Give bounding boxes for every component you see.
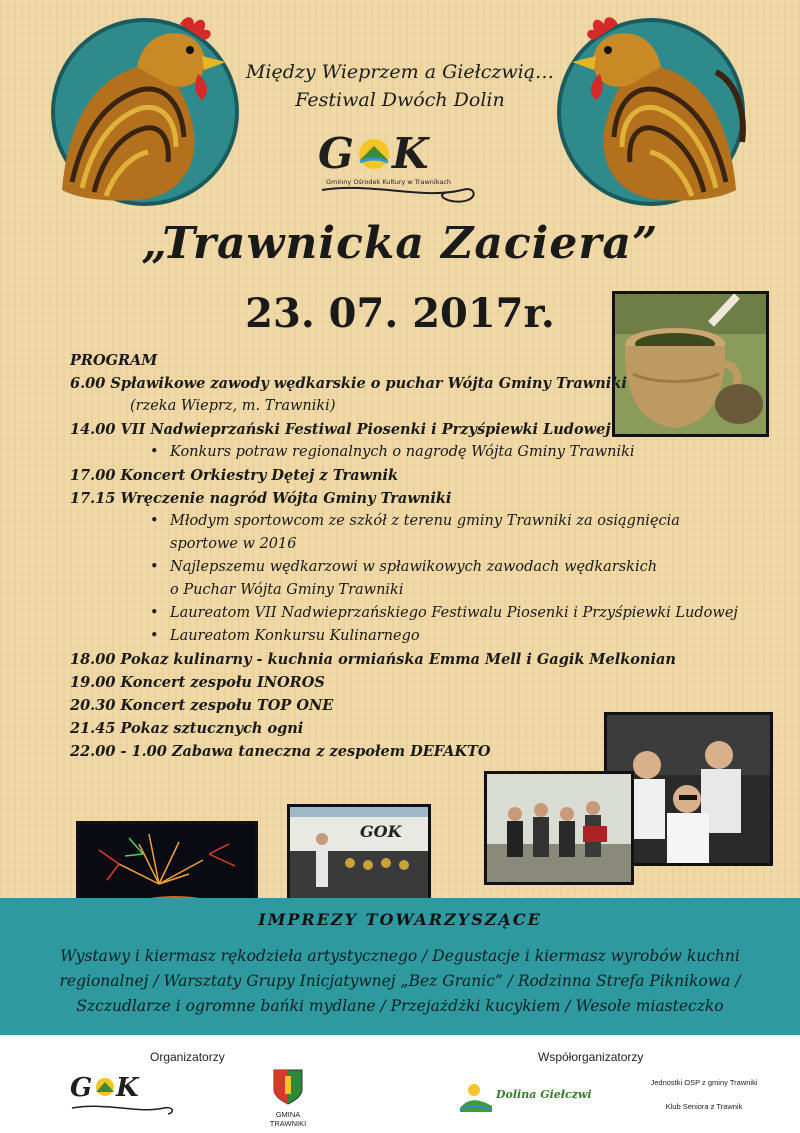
program-bullet-athletes-cont: sportowe w 2016 <box>170 536 297 552</box>
accompanying-line-1: Wystawy i kiermasz rękodzieła artystycznego / Degustacje i kiermasz wyrobów kuchni <box>60 947 740 965</box>
program-item-1715: 17.15 Wręczenie nagród Wójta Gminy Trawniki <box>70 490 452 507</box>
program-heading: PROGRAM <box>70 352 158 369</box>
svg-text:G: G <box>70 1073 93 1103</box>
bullet-text: Laureatom VII Nadwieprzańskiego Festiwalu Piosenki i Przyśpiewki Ludowej <box>170 605 738 621</box>
program-item-1800: 18.00 Pokaz kulinarny - kuchnia ormiańska Emma Mell i Gagik Melkonian <box>70 651 676 668</box>
program-item-2200: 22.00 - 1.00 Zabawa taneczna z zespołem DEFAKTO <box>70 743 491 760</box>
bullet-text: Najlepszemu wędkarzowi w spławikowych zawodach wędkarskich <box>170 559 658 575</box>
bullet-dot: • <box>150 628 159 644</box>
bullet-dot: • <box>150 444 159 460</box>
dolina-gielczwi-logo-mark <box>458 1080 494 1116</box>
dolina-gielczwi-logo-text: Dolina Giełczwi <box>496 1088 592 1101</box>
header-line-1: Między Wieprzem a Giełczwią… <box>245 61 555 83</box>
senior-club-text: Klub Seniora z Trawnik <box>665 1102 743 1111</box>
inoros-band-photo <box>484 771 634 885</box>
bullet-text: Młodym sportowcom ze szkół z terenu gminy Trawniki za osiągnięcia <box>170 513 680 529</box>
event-date: 23. 07. 2017r. <box>245 290 555 337</box>
program-item-2145: 21.45 Pokaz sztucznych ogni <box>70 720 304 737</box>
accompanying-line-3: Szczudlarze i ogromne bańki mydlane / Przejażdżki kucykiem / Wesołe miasteczko <box>76 997 724 1015</box>
osp-text: Jednostki OSP z gminy Trawniki <box>650 1078 758 1087</box>
program-item-2030: 20.30 Koncert zespołu TOP ONE <box>70 697 334 714</box>
program-list <box>70 349 770 763</box>
festival-header <box>200 58 600 114</box>
program-item-1400: 14.00 VII Nadwieprzański Festiwal Piosenki i Przyśpiewki Ludowej <box>70 421 611 438</box>
program-bullet-angler <box>70 556 770 579</box>
gok-logo-subtitle: Gminny Ośrodek Kultury w Trawnikach <box>326 178 452 186</box>
bullet-dot: • <box>150 605 159 621</box>
program-item-0600: 6.00 Spławikowe zawody wędkarskie o puchar Wójta Gminy Trawniki <box>70 375 627 392</box>
brass-orchestra-photo <box>287 804 431 901</box>
gok-footer-logo <box>68 1068 184 1118</box>
organizers-label: Organizatorzy <box>150 1050 225 1064</box>
gmina-trawniki-coat-of-arms <box>268 1068 308 1106</box>
coorganizers-label: Współorganizatorzy <box>538 1050 644 1064</box>
bullet-text: Konkurs potraw regionalnych o nagrodę Wójta Gminy Trawniki <box>170 444 635 460</box>
svg-text:K: K <box>392 129 429 178</box>
svg-text:K: K <box>116 1073 139 1103</box>
bullet-dot: • <box>150 513 159 529</box>
bullet-dot: • <box>150 559 159 575</box>
svg-text:G: G <box>318 129 354 178</box>
gok-logo <box>312 120 492 216</box>
gmina-trawniki-label: GMINA TRAWNIKI <box>269 1110 307 1128</box>
header-line-2: Festiwal Dwóch Dolin <box>295 89 505 111</box>
accompanying-events-title: IMPREZY TOWARZYSZĄCE <box>258 910 542 929</box>
program-item-0600-location: (rzeka Wieprz, m. Trawniki) <box>130 398 336 414</box>
accompanying-line-2: regionalnej / Warsztaty Grupy Inicjatywnej „Bez Granic” / Rodzinna Strefa Piknikowa / <box>59 972 741 990</box>
accompanying-events-text <box>40 944 760 1019</box>
bullet-text: Laureatom Konkursu Kulinarnego <box>170 628 420 644</box>
program-bullet-angler-cont: o Puchar Wójta Gminy Trawniki <box>170 582 404 598</box>
program-bullet-athletes <box>70 510 770 533</box>
program-item-1900: 19.00 Koncert zespołu INOROS <box>70 674 325 691</box>
program-item-1700: 17.00 Koncert Orkiestry Dętej z Trawnik <box>70 467 399 484</box>
event-title: „Trawnicka Zaciera” <box>141 218 659 269</box>
program-bullet-festival-laureates <box>70 602 770 625</box>
program-bullet-culinary-laureates <box>70 625 770 648</box>
program-bullet-contest <box>70 441 770 464</box>
svg-text:GOK: GOK <box>360 822 402 841</box>
